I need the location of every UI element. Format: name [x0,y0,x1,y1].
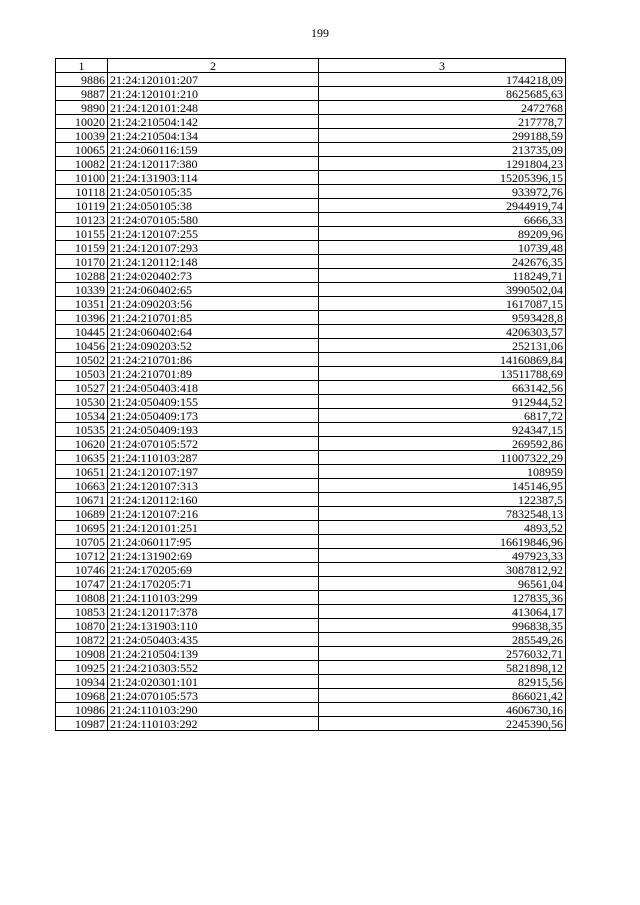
cadastral-number-cell: 21:24:020402:73 [108,269,319,283]
cadastral-number-cell: 21:24:120101:248 [108,101,319,115]
cadastral-number-cell: 21:24:120107:255 [108,227,319,241]
row-number-cell: 10695 [56,521,108,535]
table-row [56,521,566,535]
amount-cell: 213735,09 [319,143,566,157]
row-number-cell: 10747 [56,577,108,591]
row-number-cell: 10065 [56,143,108,157]
row-number-cell: 10119 [56,199,108,213]
cadastral-number-cell: 21:24:210504:139 [108,647,319,661]
table-row [56,549,566,563]
row-number-cell: 10100 [56,171,108,185]
table-row [56,717,566,731]
amount-cell: 2472768 [319,101,566,115]
table-row [56,325,566,339]
amount-cell: 89209,96 [319,227,566,241]
table-row [56,115,566,129]
row-number-cell: 10351 [56,297,108,311]
table-row [56,143,566,157]
table-row [56,255,566,269]
amount-cell: 145146,95 [319,479,566,493]
amount-cell: 11007322,29 [319,451,566,465]
amount-cell: 217778,7 [319,115,566,129]
cadastral-number-cell: 21:24:110103:299 [108,591,319,605]
amount-cell: 663142,56 [319,381,566,395]
cadastral-number-cell: 21:24:120107:216 [108,507,319,521]
table-row [56,339,566,353]
row-number-cell: 9886 [56,73,108,87]
row-number-cell: 10502 [56,353,108,367]
cadastral-number-cell: 21:24:120107:313 [108,479,319,493]
row-number-cell: 10339 [56,283,108,297]
amount-cell: 1617087,15 [319,297,566,311]
amount-cell: 6666,33 [319,213,566,227]
cadastral-number-cell: 21:24:120107:293 [108,241,319,255]
row-number-cell: 10671 [56,493,108,507]
cadastral-number-cell: 21:24:050409:155 [108,395,319,409]
cadastral-number-cell: 21:24:090203:52 [108,339,319,353]
table-body [56,73,566,731]
cadastral-number-cell: 21:24:210504:142 [108,115,319,129]
amount-cell: 6817,72 [319,409,566,423]
amount-cell: 108959 [319,465,566,479]
cadastral-number-cell: 21:24:131903:114 [108,171,319,185]
table-row [56,297,566,311]
row-number-cell: 10445 [56,325,108,339]
amount-cell: 118249,71 [319,269,566,283]
row-number-cell: 9887 [56,87,108,101]
amount-cell: 2245390,56 [319,717,566,731]
row-number-cell: 10934 [56,675,108,689]
amount-cell: 3990502,04 [319,283,566,297]
table-row [56,395,566,409]
cadastral-number-cell: 21:24:050409:173 [108,409,319,423]
cadastral-number-cell: 21:24:210701:89 [108,367,319,381]
table-row [56,283,566,297]
amount-cell: 996838,35 [319,619,566,633]
row-number-cell: 10908 [56,647,108,661]
table-row [56,227,566,241]
table-header-row [56,59,566,73]
amount-cell: 252131,06 [319,339,566,353]
page-number: 199 [311,26,329,40]
table-row [56,535,566,549]
cadastral-number-cell: 21:24:070105:580 [108,213,319,227]
row-number-cell: 10288 [56,269,108,283]
column-header-3: 3 [319,59,566,73]
table-row [56,199,566,213]
row-number-cell: 10503 [56,367,108,381]
cadastral-number-cell: 21:24:060402:64 [108,325,319,339]
cadastral-number-cell: 21:24:170205:69 [108,563,319,577]
row-number-cell: 10853 [56,605,108,619]
table-row [56,213,566,227]
amount-cell: 4206303,57 [319,325,566,339]
amount-cell: 4893,52 [319,521,566,535]
amount-cell: 14160869,84 [319,353,566,367]
cadastral-number-cell: 21:24:210504:134 [108,129,319,143]
row-number-cell: 10535 [56,423,108,437]
cadastral-number-cell: 21:24:120117:380 [108,157,319,171]
table-row [56,157,566,171]
amount-cell: 5821898,12 [319,661,566,675]
table-row [56,87,566,101]
table-row [56,437,566,451]
table-row [56,241,566,255]
table-row [56,591,566,605]
row-number-cell: 10155 [56,227,108,241]
table-row [56,185,566,199]
row-number-cell: 10925 [56,661,108,675]
amount-cell: 122387,5 [319,493,566,507]
amount-cell: 2576032,71 [319,647,566,661]
amount-cell: 497923,33 [319,549,566,563]
cadastral-number-cell: 21:24:131902:69 [108,549,319,563]
table-row [56,661,566,675]
row-number-cell: 10808 [56,591,108,605]
cadastral-number-cell: 21:24:120101:210 [108,87,319,101]
row-number-cell: 10530 [56,395,108,409]
row-number-cell: 10635 [56,451,108,465]
amount-cell: 413064,17 [319,605,566,619]
cadastral-number-cell: 21:24:120117:378 [108,605,319,619]
amount-cell: 16619846,96 [319,535,566,549]
table-row [56,381,566,395]
table-row [56,703,566,717]
row-number-cell: 10712 [56,549,108,563]
table-row [56,423,566,437]
row-number-cell: 10170 [56,255,108,269]
row-number-cell: 10663 [56,479,108,493]
cadastral-number-cell: 21:24:110103:290 [108,703,319,717]
amount-cell: 866021,42 [319,689,566,703]
amount-cell: 1291804,23 [319,157,566,171]
cadastral-number-cell: 21:24:120112:148 [108,255,319,269]
amount-cell: 10739,48 [319,241,566,255]
amount-cell: 96561,04 [319,577,566,591]
row-number-cell: 10968 [56,689,108,703]
cadastral-number-cell: 21:24:090203:56 [108,297,319,311]
table-row [56,311,566,325]
amount-cell: 8625685,63 [319,87,566,101]
table-row [56,563,566,577]
cadastral-number-cell: 21:24:110103:287 [108,451,319,465]
table-row [56,367,566,381]
table-row [56,605,566,619]
amount-cell: 299188,59 [319,129,566,143]
table-row [56,269,566,283]
row-number-cell: 10118 [56,185,108,199]
row-number-cell: 10456 [56,339,108,353]
cadastral-number-cell: 21:24:060116:159 [108,143,319,157]
table-row [56,675,566,689]
cadastral-number-cell: 21:24:210701:86 [108,353,319,367]
row-number-cell: 10746 [56,563,108,577]
amount-cell: 3087812,92 [319,563,566,577]
amount-cell: 9593428,8 [319,311,566,325]
cadastral-number-cell: 21:24:120101:251 [108,521,319,535]
column-header-1: 1 [56,59,108,73]
row-number-cell: 10396 [56,311,108,325]
row-number-cell: 10020 [56,115,108,129]
cadastral-number-cell: 21:24:120101:207 [108,73,319,87]
cadastral-number-cell: 21:24:050105:35 [108,185,319,199]
table-row [56,353,566,367]
row-number-cell: 10039 [56,129,108,143]
amount-cell: 13511788,69 [319,367,566,381]
table-row [56,577,566,591]
amount-cell: 912944,52 [319,395,566,409]
row-number-cell: 10872 [56,633,108,647]
row-number-cell: 10705 [56,535,108,549]
cadastral-number-cell: 21:24:131903:110 [108,619,319,633]
row-number-cell: 10986 [56,703,108,717]
table-row [56,493,566,507]
table-row [56,73,566,87]
cadastral-number-cell: 21:24:070105:573 [108,689,319,703]
cadastral-number-cell: 21:24:050403:435 [108,633,319,647]
cadastral-number-cell: 21:24:050403:418 [108,381,319,395]
column-header-2: 2 [108,59,319,73]
cadastral-number-cell: 21:24:120107:197 [108,465,319,479]
cadastral-number-cell: 21:24:070105:572 [108,437,319,451]
amount-cell: 127835,36 [319,591,566,605]
registry-table [55,58,566,731]
table-row [56,171,566,185]
amount-cell: 269592,86 [319,437,566,451]
row-number-cell: 10651 [56,465,108,479]
table-row [56,479,566,493]
row-number-cell: 10159 [56,241,108,255]
cadastral-number-cell: 21:24:120112:160 [108,493,319,507]
table-row [56,647,566,661]
row-number-cell: 10527 [56,381,108,395]
row-number-cell: 10870 [56,619,108,633]
cadastral-number-cell: 21:24:210701:85 [108,311,319,325]
amount-cell: 82915,56 [319,675,566,689]
cadastral-number-cell: 21:24:050105:38 [108,199,319,213]
table-row [56,465,566,479]
table-row [56,451,566,465]
row-number-cell: 10620 [56,437,108,451]
row-number-cell: 10987 [56,717,108,731]
amount-cell: 7832548,13 [319,507,566,521]
cadastral-number-cell: 21:24:020301:101 [108,675,319,689]
cadastral-number-cell: 21:24:050409:193 [108,423,319,437]
cadastral-number-cell: 21:24:210303:552 [108,661,319,675]
cadastral-number-cell: 21:24:060402:65 [108,283,319,297]
amount-cell: 924347,15 [319,423,566,437]
amount-cell: 242676,35 [319,255,566,269]
table-row [56,619,566,633]
amount-cell: 285549,26 [319,633,566,647]
table-row [56,129,566,143]
amount-cell: 933972,76 [319,185,566,199]
amount-cell: 1744218,09 [319,73,566,87]
row-number-cell: 10082 [56,157,108,171]
row-number-cell: 10123 [56,213,108,227]
amount-cell: 15205396,15 [319,171,566,185]
row-number-cell: 10689 [56,507,108,521]
table-row [56,507,566,521]
amount-cell: 4606730,16 [319,703,566,717]
cadastral-number-cell: 21:24:110103:292 [108,717,319,731]
table-row [56,689,566,703]
row-number-cell: 10534 [56,409,108,423]
amount-cell: 2944919,74 [319,199,566,213]
cadastral-number-cell: 21:24:170205:71 [108,577,319,591]
cadastral-number-cell: 21:24:060117:95 [108,535,319,549]
table-row [56,409,566,423]
row-number-cell: 9890 [56,101,108,115]
table-row [56,633,566,647]
table-row [56,101,566,115]
